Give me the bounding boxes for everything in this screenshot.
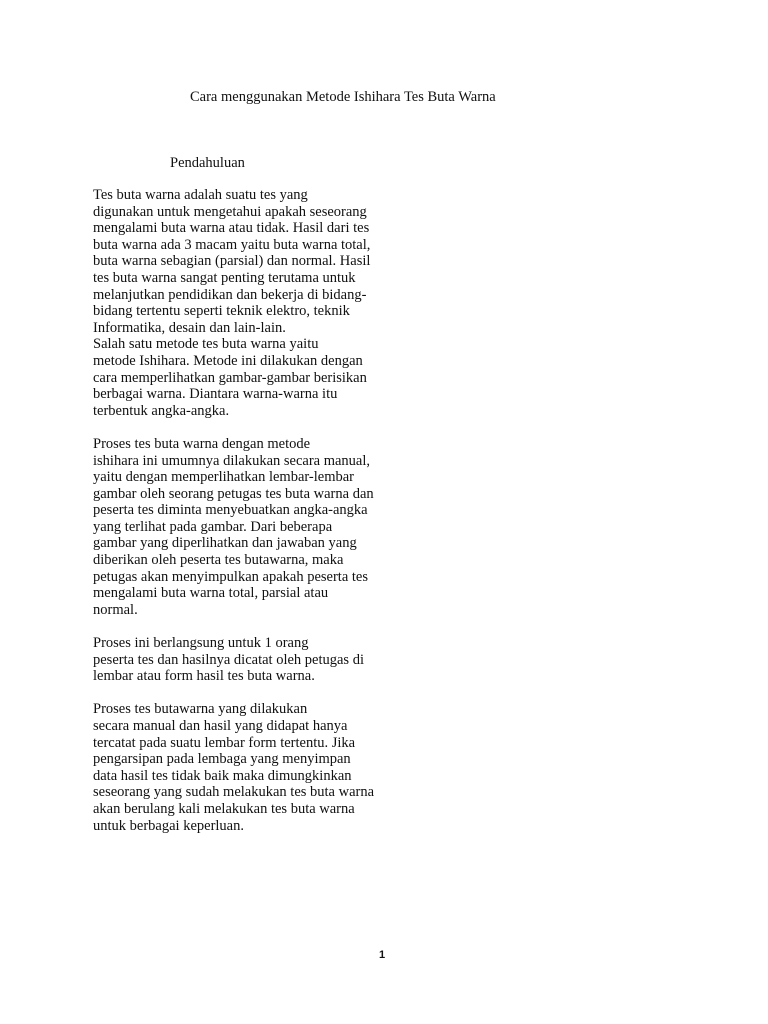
text-line: lembar atau form hasil tes buta warna. (93, 668, 315, 685)
text-line: yang terlihat pada gambar. Dari beberapa (93, 518, 333, 535)
text-line: metode Ishihara. Metode ini dilakukan dengan (93, 352, 363, 369)
document-body (93, 187, 413, 834)
text-line: Tes buta warna adalah suatu tes yang (93, 187, 308, 203)
text-line: Proses tes butawarna yang dilakukan (93, 701, 308, 718)
text-line: yaitu dengan memperlihatkan lembar-lembar (93, 469, 355, 486)
text-line: seseorang yang sudah melakukan tes buta warna (93, 784, 375, 801)
text-line: gambar oleh seorang petugas tes buta warna dan (93, 485, 374, 502)
text-line: Salah satu metode tes buta warna yaitu (93, 336, 319, 353)
text-line: terbentuk angka-angka. (93, 402, 230, 419)
paragraph-manual-records (93, 701, 413, 834)
text-line: untuk berbagai keperluan. (93, 817, 244, 834)
text-line: secara manual dan hasil yang didapat hanya (93, 718, 348, 734)
text-line: Informatika, desain dan lain-lain. (93, 319, 286, 336)
text-line: normal. (93, 601, 138, 618)
text-line: Proses tes buta warna dengan metode (93, 435, 311, 452)
text-line: mengalami buta warna total, parsial atau (93, 585, 329, 602)
text-line: mengalami buta warna atau tidak. Hasil dari tes (93, 220, 370, 237)
paragraph-single-participant (93, 635, 413, 685)
text-line: berbagai warna. Diantara warna-warna itu (93, 386, 338, 403)
page-number: 1 (379, 949, 386, 961)
text-line: tes buta warna sangat penting terutama untuk (93, 269, 356, 286)
text-line: tercatat pada suatu lembar form tertentu. Jika (93, 734, 356, 751)
section-heading: Pendahuluan (170, 155, 245, 171)
text-line: buta warna sebagian (parsial) dan normal. Hasil (93, 253, 371, 270)
text-line: bidang tertentu seperti teknik elektro, teknik (93, 303, 350, 320)
text-line: gambar yang diperlihatkan dan jawaban yang (93, 535, 357, 552)
text-line: akan berulang kali melakukan tes buta warna (93, 800, 355, 817)
text-line: ishihara ini umumnya dilakukan secara manual, (93, 452, 371, 469)
text-line: peserta tes dan hasilnya dicatat oleh petugas di (93, 651, 364, 668)
paragraph-test-process (93, 436, 413, 619)
text-line: petugas akan menyimpulkan apakah peserta tes (93, 568, 368, 585)
text-line: diberikan oleh peserta tes butawarna, maka (93, 552, 344, 569)
document-title: Cara menggunakan Metode Ishihara Tes Buta Warna (190, 89, 496, 105)
paragraph-ishihara-method (93, 336, 413, 419)
text-line: buta warna ada 3 macam yaitu buta warna total, (93, 236, 371, 253)
text-line: melanjutkan pendidikan dan bekerja di bidang- (93, 286, 367, 303)
text-line: cara memperlihatkan gambar-gambar berisikan (93, 369, 367, 386)
text-line: peserta tes diminta menyebuatkan angka-angka (93, 502, 368, 519)
paragraph-intro (93, 187, 413, 336)
text-line: data hasil tes tidak baik maka dimungkinkan (93, 767, 352, 784)
text-line: digunakan untuk mengetahui apakah seseorang (93, 203, 367, 220)
text-line: pengarsipan pada lembaga yang menyimpan (93, 751, 351, 768)
text-line: Proses ini berlangsung untuk 1 orang (93, 635, 309, 652)
